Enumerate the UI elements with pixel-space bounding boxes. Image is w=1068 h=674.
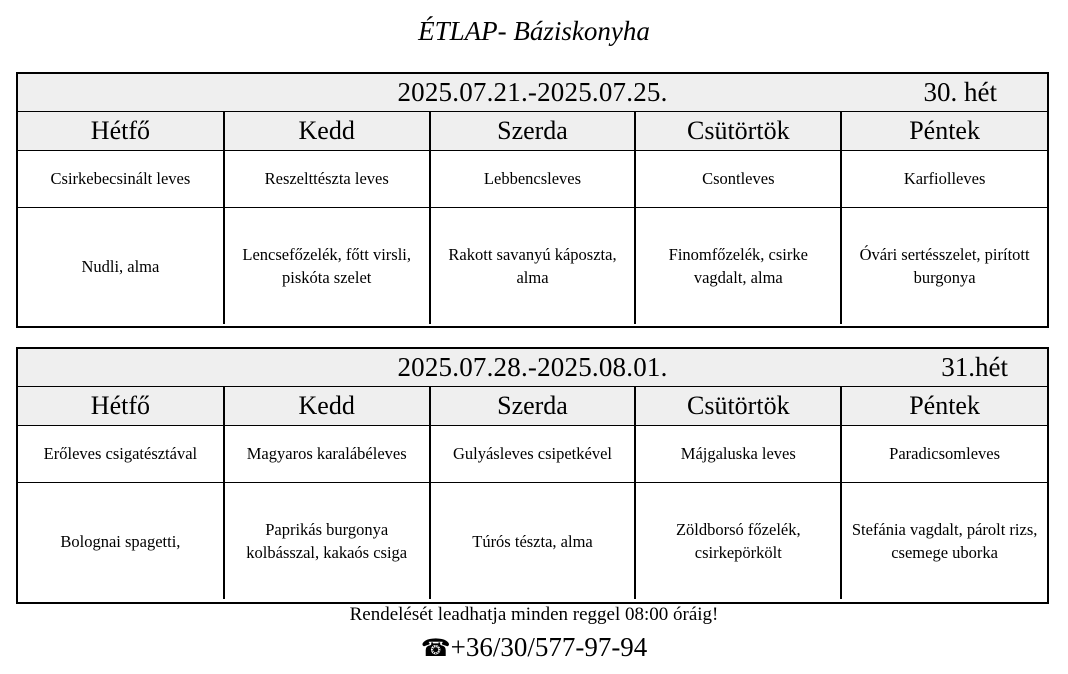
week-menu-31 [16,347,1049,604]
week-menu-30 [16,72,1049,328]
week-header [18,349,1047,387]
soup-cell: Magyaros karalábéleves [224,426,430,483]
day-thursday: Csütörtök [635,112,841,151]
week-header [18,74,1047,112]
main-course-cell: Finomfőzelék, csirke vagdalt, alma [635,208,841,325]
week-date-range: 2025.07.21.-2025.07.25. [397,77,668,107]
soup-row [18,426,1047,483]
main-course-cell: Óvári sertésszelet, pirított burgonya [841,208,1047,325]
main-course-cell: Stefánia vagdalt, párolt rizs, csemege uborka [841,483,1047,600]
main-course-cell: Zöldborsó főzelék, csirkepörkölt [635,483,841,600]
soup-cell: Gulyásleves csipetkével [430,426,636,483]
phone-number[interactable]: +36/30/577-97-94 [450,632,648,662]
week-date-range: 2025.07.28.-2025.08.01. [397,352,668,382]
day-header-row [18,387,1047,426]
menu-table [18,112,1047,324]
day-thursday: Csütörtök [635,387,841,426]
week-number: 31.hét [941,352,1008,382]
soup-cell: Reszelttészta leves [224,151,430,208]
main-course-cell: Bolognai spagetti, [60,531,181,551]
day-friday: Péntek [841,112,1047,151]
day-monday: Hétfő [18,387,224,426]
day-monday: Hétfő [18,112,224,151]
day-header-row [18,112,1047,151]
soup-cell: Karfiolleves [841,151,1047,208]
day-tuesday: Kedd [224,387,430,426]
main-course-cell: Nudli, alma [81,256,160,276]
main-course-row [18,208,1047,325]
main-course-cell: Rakott savanyú káposzta, alma [430,208,636,325]
soup-cell: Májgaluska leves [635,426,841,483]
soup-cell: Lebbencsleves [430,151,636,208]
day-wednesday: Szerda [430,387,636,426]
soup-cell: Paradicsomleves [841,426,1047,483]
soup-cell: Csontleves [635,151,841,208]
main-course-cell: Lencsefőzelék, főtt virsli, piskóta szelet [224,208,430,325]
soup-cell: Erőleves csigatésztával [18,426,224,483]
day-tuesday: Kedd [224,112,430,151]
soup-cell: Csirkebecsinált leves [18,151,224,208]
order-deadline-note: Rendelését leadhatja minden reggel 08:00 óráig! [349,604,719,625]
menu-table [18,387,1047,599]
phone-icon: ☎ [420,634,451,662]
day-friday: Péntek [841,387,1047,426]
soup-row [18,151,1047,208]
main-course-row [18,483,1047,600]
day-wednesday: Szerda [430,112,636,151]
page-title: ÉTLAP- Báziskonyha [418,16,650,46]
phone-contact [0,632,1068,663]
week-number: 30. hét [923,77,997,107]
main-course-cell: Túrós tészta, alma [430,483,636,600]
main-course-cell: Paprikás burgonya kolbásszal, kakaós csiga [224,483,430,600]
